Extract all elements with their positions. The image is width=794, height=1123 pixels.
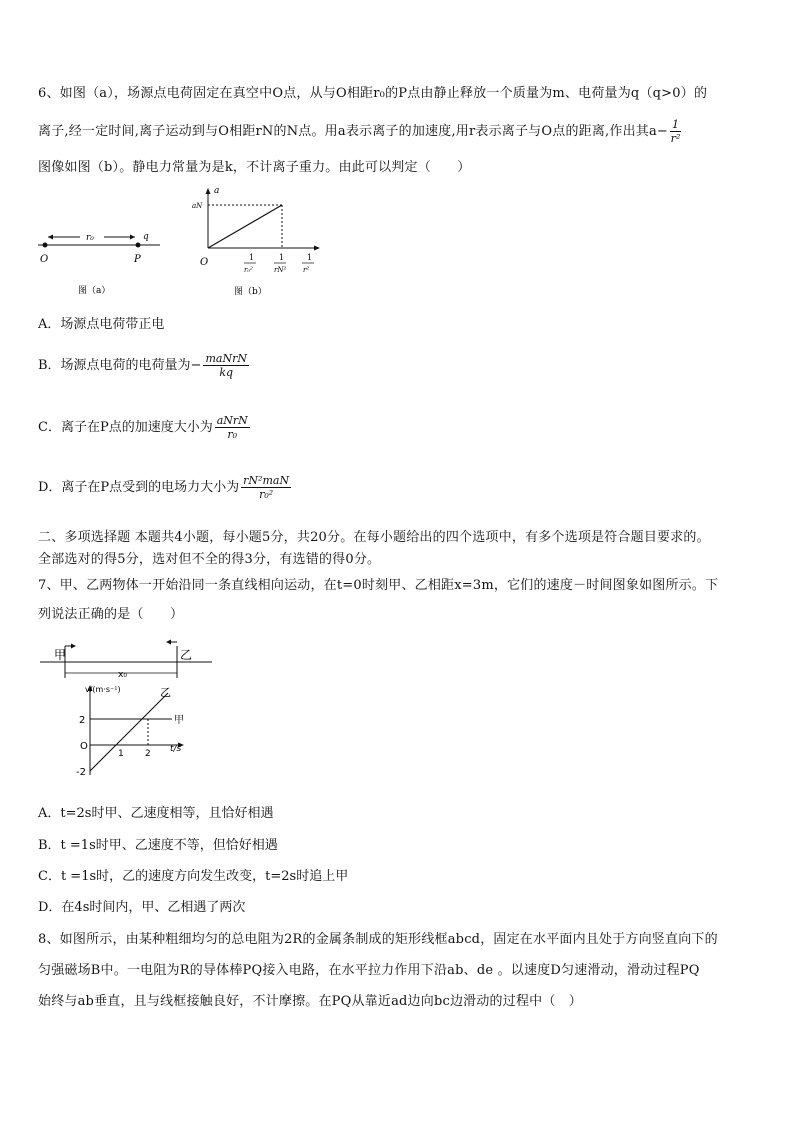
q6-option-d-text: D．离子在P点受到的电场力大小为 <box>38 480 240 495</box>
q8-line1: 8、如图所示，由某种粗细均匀的总电阻为2R的金属条制成的矩形线框abcd，固定在水平面内且处于方向竖直向下的 <box>38 932 718 947</box>
q7-jia-arrowhead <box>71 644 76 649</box>
fig-a-r0: r₀ <box>86 233 94 243</box>
q6-option-b-den: kq <box>219 366 234 379</box>
q7-graph-tick-x2: 2 <box>145 749 151 759</box>
q6-option-d <box>38 474 291 501</box>
q6-frac-num: 1 <box>672 118 680 131</box>
q7-graph-jia-label: 甲 <box>174 715 184 726</box>
fig-b-t3-num: 1 <box>307 253 313 262</box>
q7-yi-arrowhead <box>166 640 171 645</box>
q6-option-d-frac <box>241 474 291 501</box>
q6-option-b-num: maNrN <box>205 352 247 365</box>
fig-b-x-arrowhead <box>314 246 320 251</box>
fig-a-arrowhead-right <box>130 235 135 240</box>
q7-graph-origin: O <box>80 741 88 752</box>
q6-option-c-num: aNrN <box>216 414 248 427</box>
q6-line2: 离子,经一定时间,离子运动到与O相距rN的N点。用a表示离子的加速度,用r表示离子与O点的距离,作出其a− <box>38 124 669 139</box>
q6-line3: 图像如图（b）。静电力常量为是k，不计离子重力。由此可以判定（ ） <box>38 160 471 175</box>
section2-line1: 二、多项选择题 本题共4小题，每小题5分，共20分。在每小题给出的四个选项中，有多个选项是符合题目要求的。 <box>38 530 710 545</box>
fig-a-q: q <box>143 232 149 242</box>
q7-vt-graph <box>72 680 202 780</box>
q6-option-b <box>38 352 249 379</box>
q6-option-a: A．场源点电荷带正电 <box>38 317 165 332</box>
q6-option-d-den: r₀² <box>259 488 274 501</box>
fig-b-a: a <box>214 186 220 196</box>
q7-graph-tick-m2: -2 <box>76 767 86 778</box>
q7-option-c: C．t =1s时，乙的速度方向发生改变，t=2s时追上甲 <box>38 869 349 884</box>
fig-b-line <box>208 205 282 248</box>
q7-option-b: B．t =1s时甲、乙速度不等，但恰好相遇 <box>38 838 278 853</box>
q7-graph-yi-label: 乙 <box>160 686 171 699</box>
q8-line2: 匀强磁场B中。一电阻为R的导体棒PQ接入电路，在水平拉力作用下沿ab、de 。以速度D匀速滑动，滑动过程PQ <box>38 963 700 978</box>
q7-line2: 列说法正确的是（ ） <box>38 607 184 622</box>
fig-b-an: aN <box>192 202 203 210</box>
q7-option-d: D．在4s时间内，甲、乙相遇了两次 <box>38 900 246 915</box>
q6-option-c <box>38 414 250 441</box>
fig-b-t2-den: rN² <box>274 266 287 274</box>
fig-a-arrowhead-left <box>48 235 53 240</box>
q6-option-c-text: C．离子在P点的加速度大小为 <box>38 420 213 435</box>
figure-b <box>188 182 328 300</box>
fig-a-point-p <box>136 243 141 248</box>
q7-jia-label: 甲 <box>54 648 67 662</box>
q7-yi-label: 乙 <box>180 648 193 662</box>
q7-option-a: A．t=2s时甲、乙速度相等，且恰好相遇 <box>38 806 274 821</box>
section2-line2: 全部选对的得5分，选对但不全的得3分，有选错的得0分。 <box>38 552 381 567</box>
q7-yi-line <box>90 693 168 771</box>
q6-line2-wrap <box>38 118 681 145</box>
fig-a-o: O <box>40 254 49 265</box>
q6-option-c-den: r₀ <box>227 428 238 441</box>
fig-b-t3-den: r² <box>303 266 310 274</box>
q7-graph-ylabel: v/(m·s⁻¹) <box>85 685 121 694</box>
q6-option-d-num: rN²maN <box>243 474 290 487</box>
q6-frac-den: r² <box>670 132 681 145</box>
fig-b-caption: 图（b） <box>234 287 267 297</box>
q7-graph-tick-x1: 1 <box>118 749 124 759</box>
q6-option-b-text: B．场源点电荷的电荷量为− <box>38 358 202 373</box>
q6-frac <box>670 118 681 145</box>
fig-b-o: O <box>200 257 209 268</box>
fig-b-y-arrowhead <box>206 188 211 194</box>
q7-x0-label: x₀ <box>118 670 127 678</box>
fig-a-p: P <box>134 254 141 265</box>
q6-option-b-frac <box>203 352 249 379</box>
figure-a <box>34 225 164 300</box>
fig-a-point-o <box>43 243 48 248</box>
q6-option-c-frac <box>215 414 250 441</box>
q6-line1: 6、如图（a），场源点电荷固定在真空中O点，从与O相距r₀的P点由静止释放一个质量为m、电荷量为q（q>0）的 <box>38 86 708 101</box>
q7-line1: 7、甲、乙两物体一开始沿同一条直线相向运动，在t=0时刻甲、乙相距x=3m，它们的速度－时间图象如图所示。下 <box>38 578 719 593</box>
fig-b-t2-num: 1 <box>279 253 285 262</box>
q7-graph-tick-2: 2 <box>79 715 86 726</box>
q7-graph-xlabel: t/s <box>170 744 182 754</box>
fig-b-t1-den: r₀² <box>244 266 253 274</box>
fig-b-t1-num: 1 <box>249 253 255 262</box>
fig-a-caption: 图（a） <box>78 286 111 296</box>
q8-line3: 始终与ab垂直，且与线框接触良好，不计摩擦。在PQ从靠近ad边向bc边滑动的过程中（ ） <box>38 994 582 1009</box>
q7-figure-top <box>38 636 216 678</box>
